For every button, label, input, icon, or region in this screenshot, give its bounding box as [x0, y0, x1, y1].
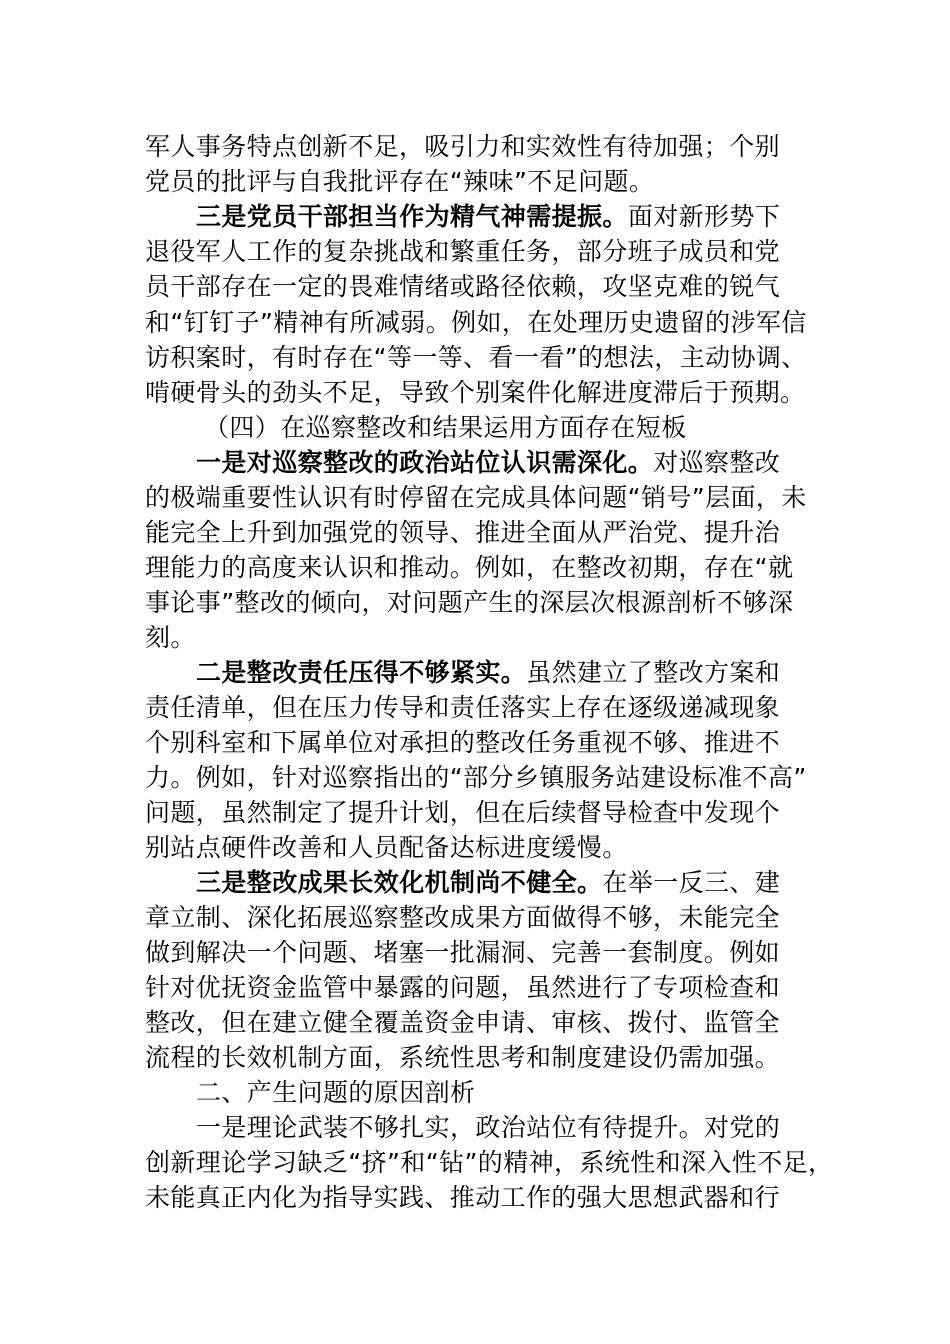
text-line: 一是理论武装不够扎实，政治站位有待提升。对党的 [196, 1113, 781, 1142]
paragraph-lead-line [196, 656, 780, 690]
bold-heading: 二是整改责任压得不够紧实。 [196, 658, 527, 687]
paragraph-lead-line [196, 866, 780, 900]
text-line: 个别科室和下属单位对承担的整改任务重视不够、推进不 [145, 728, 781, 757]
text-line: 整改，但在建立健全覆盖资金申请、审核、拨付、监管全 [145, 1008, 781, 1037]
text-line: 事论事”整改的倾向，对问题产生的深层次根源剖析不够深 [145, 588, 794, 617]
bold-heading: 三是党员干部担当作为精气神需提振。 [196, 202, 628, 231]
text-line: 员干部存在一定的畏难情绪或路径依赖，攻坚克难的锐气 [145, 272, 781, 301]
text-line: 能完全上升到加强党的领导、推进全面从严治党、提升治 [145, 518, 781, 547]
text-line: 未能真正内化为指导实践、推动工作的强大思想武器和行 [145, 1183, 781, 1212]
text-line: 军人事务特点创新不足，吸引力和实效性有待加强；个别 [145, 132, 781, 161]
bold-heading: 三是整改成果长效化机制尚不健全。 [196, 868, 603, 897]
text-line: 刻。 [145, 623, 196, 652]
text-line: 访积案时，有时存在“等一等、看一看”的想法，主动协调、 [145, 343, 807, 372]
text-line: 责任清单，但在压力传导和责任落实上存在逐级递减现象 [145, 693, 781, 722]
text-line: 做到解决一个问题、堵塞一批漏洞、完善一套制度。例如 [145, 938, 781, 967]
paragraph-lead-line [196, 200, 780, 234]
text-line: 和“钉钉子”精神有所减弱。例如，在处理历史遗留的涉军信 [145, 308, 807, 337]
text-line: 问题，虽然制定了提升计划，但在后续督导检查中发现个 [145, 798, 781, 827]
paragraph-lead-line [196, 446, 780, 480]
text-line: 力。例如，针对巡察指出的“部分乡镇服务站建设标准不高” [145, 763, 807, 792]
section-heading: 二、产生问题的原因剖析 [196, 1078, 476, 1107]
text-run: 对巡察整改 [653, 448, 781, 477]
text-line: 的极端重要性认识有时停留在完成具体问题“销号”层面，未 [145, 483, 807, 512]
text-line: 退役军人工作的复杂挑战和繁重任务，部分班子成员和党 [145, 237, 781, 266]
text-line: 针对优抚资金监管中暴露的问题，虽然进行了专项检查和 [145, 973, 781, 1002]
text-line: 创新理论学习缺乏“挤”和“钻”的精神，系统性和深入性不足， [145, 1148, 834, 1177]
text-line: 别站点硬件改善和人员配备达标进度缓慢。 [145, 833, 628, 862]
text-line: 流程的长效机制方面，系统性思考和制度建设仍需加强。 [145, 1043, 781, 1072]
text-run: 虽然建立了整改方案和 [526, 658, 781, 687]
text-line: 理能力的高度来认识和推动。例如，在整改初期，存在“就 [145, 553, 794, 582]
text-run: 面对新形势下 [627, 202, 781, 231]
bold-heading: 一是对巡察整改的政治站位认识需深化。 [196, 448, 654, 477]
text-line: 党员的批评与自我批评存在“辣味”不足问题。 [145, 167, 655, 196]
section-heading: （四）在巡察整改和结果运用方面存在短板 [204, 413, 687, 442]
text-run: 在举一反三、建 [602, 868, 781, 897]
text-line: 章立制、深化拓展巡察整改成果方面做得不够，未能完全 [145, 903, 781, 932]
text-line: 啃硬骨头的劲头不足，导致个别案件化解进度滞后于预期。 [145, 378, 806, 407]
